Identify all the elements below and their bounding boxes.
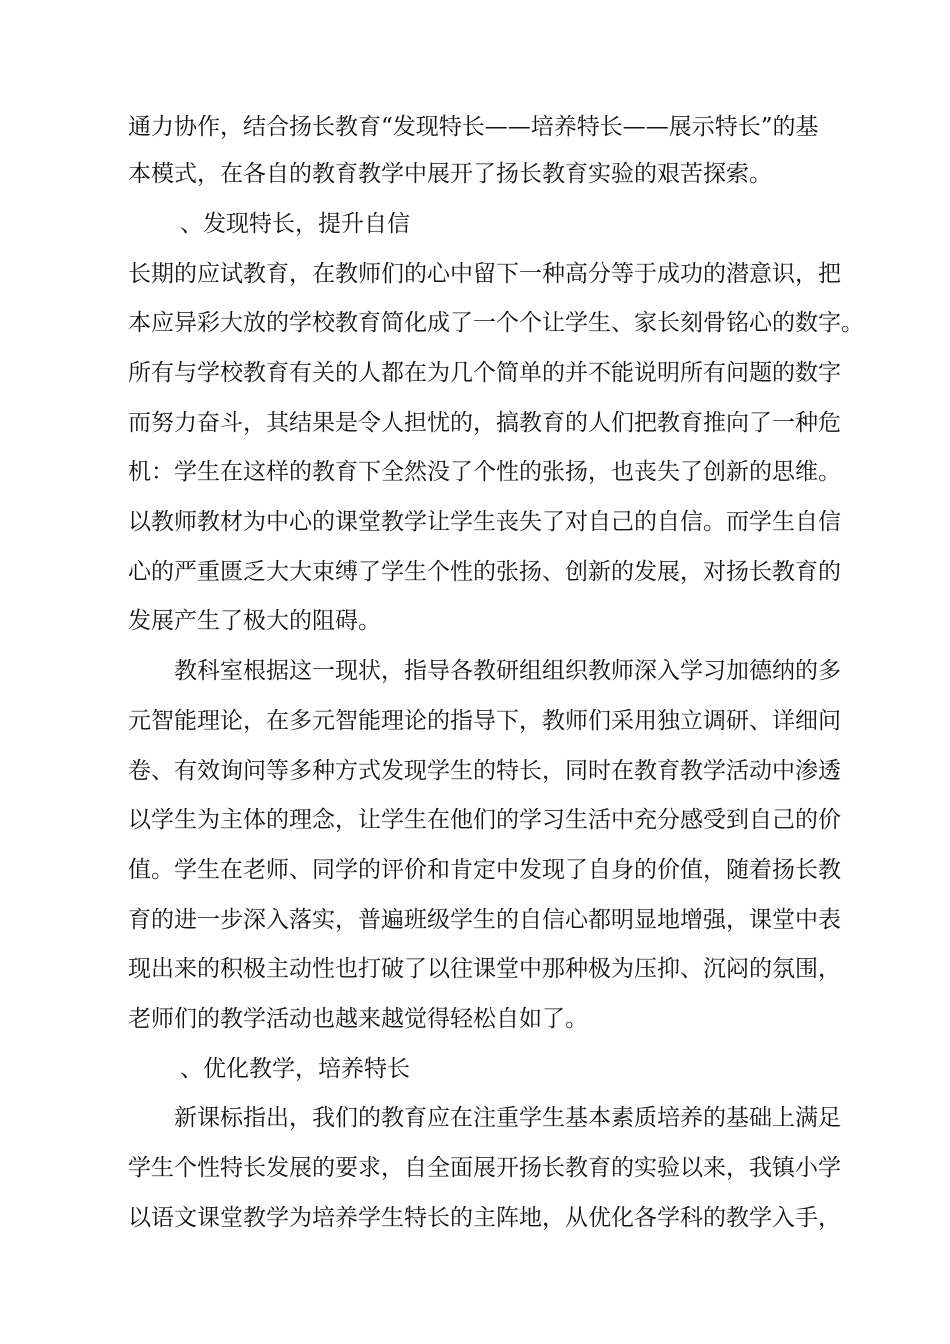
section-heading: 、优化教学，培养特长 [180, 1056, 410, 1082]
text-line: 以语文课堂教学为培养学生特长的主阵地，从优化各学科的教学入手， [128, 1205, 841, 1231]
paragraph-first-line: 教科室根据这一现状，指导各教研组组织教师深入学习加德纳的多 [174, 658, 841, 684]
text-line: 卷、有效询问等多种方式发现学生的特长，同时在教育教学活动中渗透 [128, 758, 841, 784]
text-line: 本应异彩大放的学校教育简化成了一个个让学生、家长刻骨铭心的数字。 [128, 310, 864, 336]
text-line: 育的进一步深入落实，普遍班级学生的自信心都明显地增强，课堂中表 [128, 907, 841, 933]
text-line: 机：学生在这样的教育下全然没了个性的张扬，也丧失了创新的思维。 [128, 459, 841, 485]
text-line: 心的严重匮乏大大束缚了学生个性的张扬、创新的发展，对扬长教育的 [128, 559, 841, 585]
text-line: 以教师教材为中心的课堂教学让学生丧失了对自己的自信。而学生自信 [128, 509, 841, 535]
text-line: 学生个性特长发展的要求，自全面展开扬长教育的实验以来，我镇小学 [128, 1155, 841, 1181]
text-line: 值。学生在老师、同学的评价和肯定中发现了自身的价值，随着扬长教 [128, 857, 841, 883]
text-line: 现出来的积极主动性也打破了以往课堂中那种极为压抑、沉闷的氛围， [128, 956, 841, 982]
text-line: 通力协作，结合扬长教育“发现特长——培养特长——展示特长”的基 [128, 114, 819, 140]
text-line: 老师们的教学活动也越来越觉得轻松自如了。 [128, 1006, 588, 1032]
text-line: 发展产生了极大的阻碍。 [128, 608, 381, 634]
section-heading: 、发现特长，提升自信 [180, 211, 410, 237]
text-line: 以学生为主体的理念，让学生在他们的学习生活中充分感受到自己的价 [128, 807, 841, 833]
text-line: 所有与学校教育有关的人都在为几个简单的并不能说明所有问题的数字 [128, 360, 841, 386]
text-line: 元智能理论，在多元智能理论的指导下，教师们采用独立调研、详细问 [128, 708, 841, 734]
text-line: 长期的应试教育，在教师们的心中留下一种高分等于成功的潜意识，把 [128, 261, 841, 287]
text-line: 本模式，在各自的教育教学中展开了扬长教育实验的艰苦探索。 [128, 161, 772, 187]
paragraph-first-line: 新课标指出，我们的教育应在注重学生基本素质培养的基础上满足 [174, 1105, 841, 1131]
text-line: 而努力奋斗，其结果是令人担忧的，搞教育的人们把教育推向了一种危 [128, 410, 841, 436]
